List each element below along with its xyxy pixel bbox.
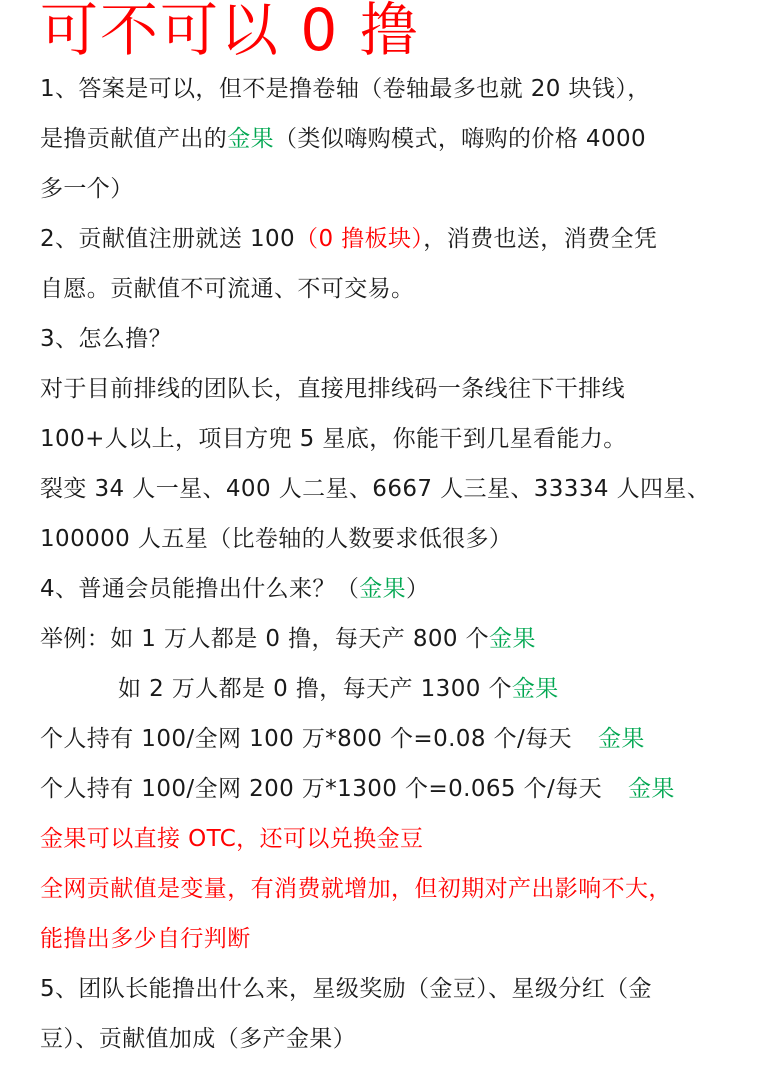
text-line bbox=[40, 974, 652, 1004]
highlight-green: 金果 bbox=[511, 676, 559, 702]
text-line-red bbox=[40, 874, 672, 904]
text-line bbox=[40, 124, 646, 154]
text-line bbox=[40, 724, 645, 754]
text-run: 能撸出多少自行判断 bbox=[40, 926, 251, 952]
text-run: 1、答案是可以，但不是撸卷轴（卷轴最多也就 20 块钱）， bbox=[40, 76, 651, 102]
highlight-green: 金果 bbox=[628, 776, 675, 802]
text-run: 100+人以上，项目方兜 5 星底，你能干到几星看能力。 bbox=[40, 426, 627, 452]
text-line bbox=[40, 574, 429, 604]
text-run: 举例：如 1 万人都是 0 撸，每天产 800 个 bbox=[40, 626, 490, 652]
text-line bbox=[40, 424, 627, 454]
document-title: 可不可以 0 撸 bbox=[40, 0, 420, 64]
text-run: 个人持有 100/全网 200 万*1300 个=0.065 个/每天 bbox=[40, 776, 603, 802]
text-run: 豆）、贡献值加成（多产金果） bbox=[40, 1026, 357, 1052]
text-line bbox=[40, 774, 675, 804]
text-line bbox=[40, 624, 536, 654]
text-run: 金果可以直接 OTC，还可以兑换金豆 bbox=[40, 826, 424, 852]
text-run: （类似嗨购模式，嗨购的价格 4000 bbox=[274, 126, 647, 152]
text-run: 是撸贡献值产出的 bbox=[40, 126, 228, 152]
highlight-red: （0 撸板块） bbox=[295, 226, 424, 252]
text-line bbox=[118, 674, 559, 704]
highlight-green: 金果 bbox=[489, 626, 536, 652]
text-line bbox=[40, 274, 414, 304]
text-line bbox=[40, 374, 625, 404]
text-run: 如 2 万人都是 0 撸，每天产 1300 个 bbox=[118, 676, 512, 702]
text-run: 对于目前排线的团队长，直接甩排线码一条线往下干排线 bbox=[40, 376, 625, 402]
text-line-red bbox=[40, 824, 423, 854]
text-run: 全网贡献值是变量，有消费就增加，但初期对产出影响不大， bbox=[40, 876, 672, 902]
text-line bbox=[40, 74, 651, 104]
highlight-green: 金果 bbox=[359, 576, 407, 602]
text-line bbox=[40, 1024, 356, 1054]
text-run: 自愿。贡献值不可流通、不可交易。 bbox=[40, 276, 415, 302]
text-run: 100000 人五星（比卷轴的人数要求低很多） bbox=[40, 526, 513, 552]
text-run: ，消费也送，消费全凭 bbox=[423, 226, 658, 252]
text-line bbox=[40, 474, 710, 504]
text-line bbox=[40, 324, 172, 354]
text-run: 5、团队长能撸出什么来，星级奖励（金豆）、星级分红（金 bbox=[40, 976, 652, 1002]
text-line bbox=[40, 224, 657, 254]
highlight-green: 金果 bbox=[227, 126, 275, 152]
text-line bbox=[40, 174, 134, 204]
text-line-red bbox=[40, 924, 251, 954]
text-run: 裂变 34 人一星、400 人二星、6667 人三星、33334 人四星、 bbox=[40, 476, 711, 502]
text-run: 3、怎么撸？ bbox=[40, 326, 173, 352]
text-run: 2、贡献值注册就送 100 bbox=[40, 226, 296, 252]
text-run: 4、普通会员能撸出什么来？（ bbox=[40, 576, 360, 602]
text-run: 多一个） bbox=[40, 176, 134, 202]
text-line bbox=[40, 524, 512, 554]
highlight-green: 金果 bbox=[597, 726, 645, 752]
text-run: 个人持有 100/全网 100 万*800 个=0.08 个/每天 bbox=[40, 726, 572, 752]
text-run: ） bbox=[406, 576, 430, 602]
